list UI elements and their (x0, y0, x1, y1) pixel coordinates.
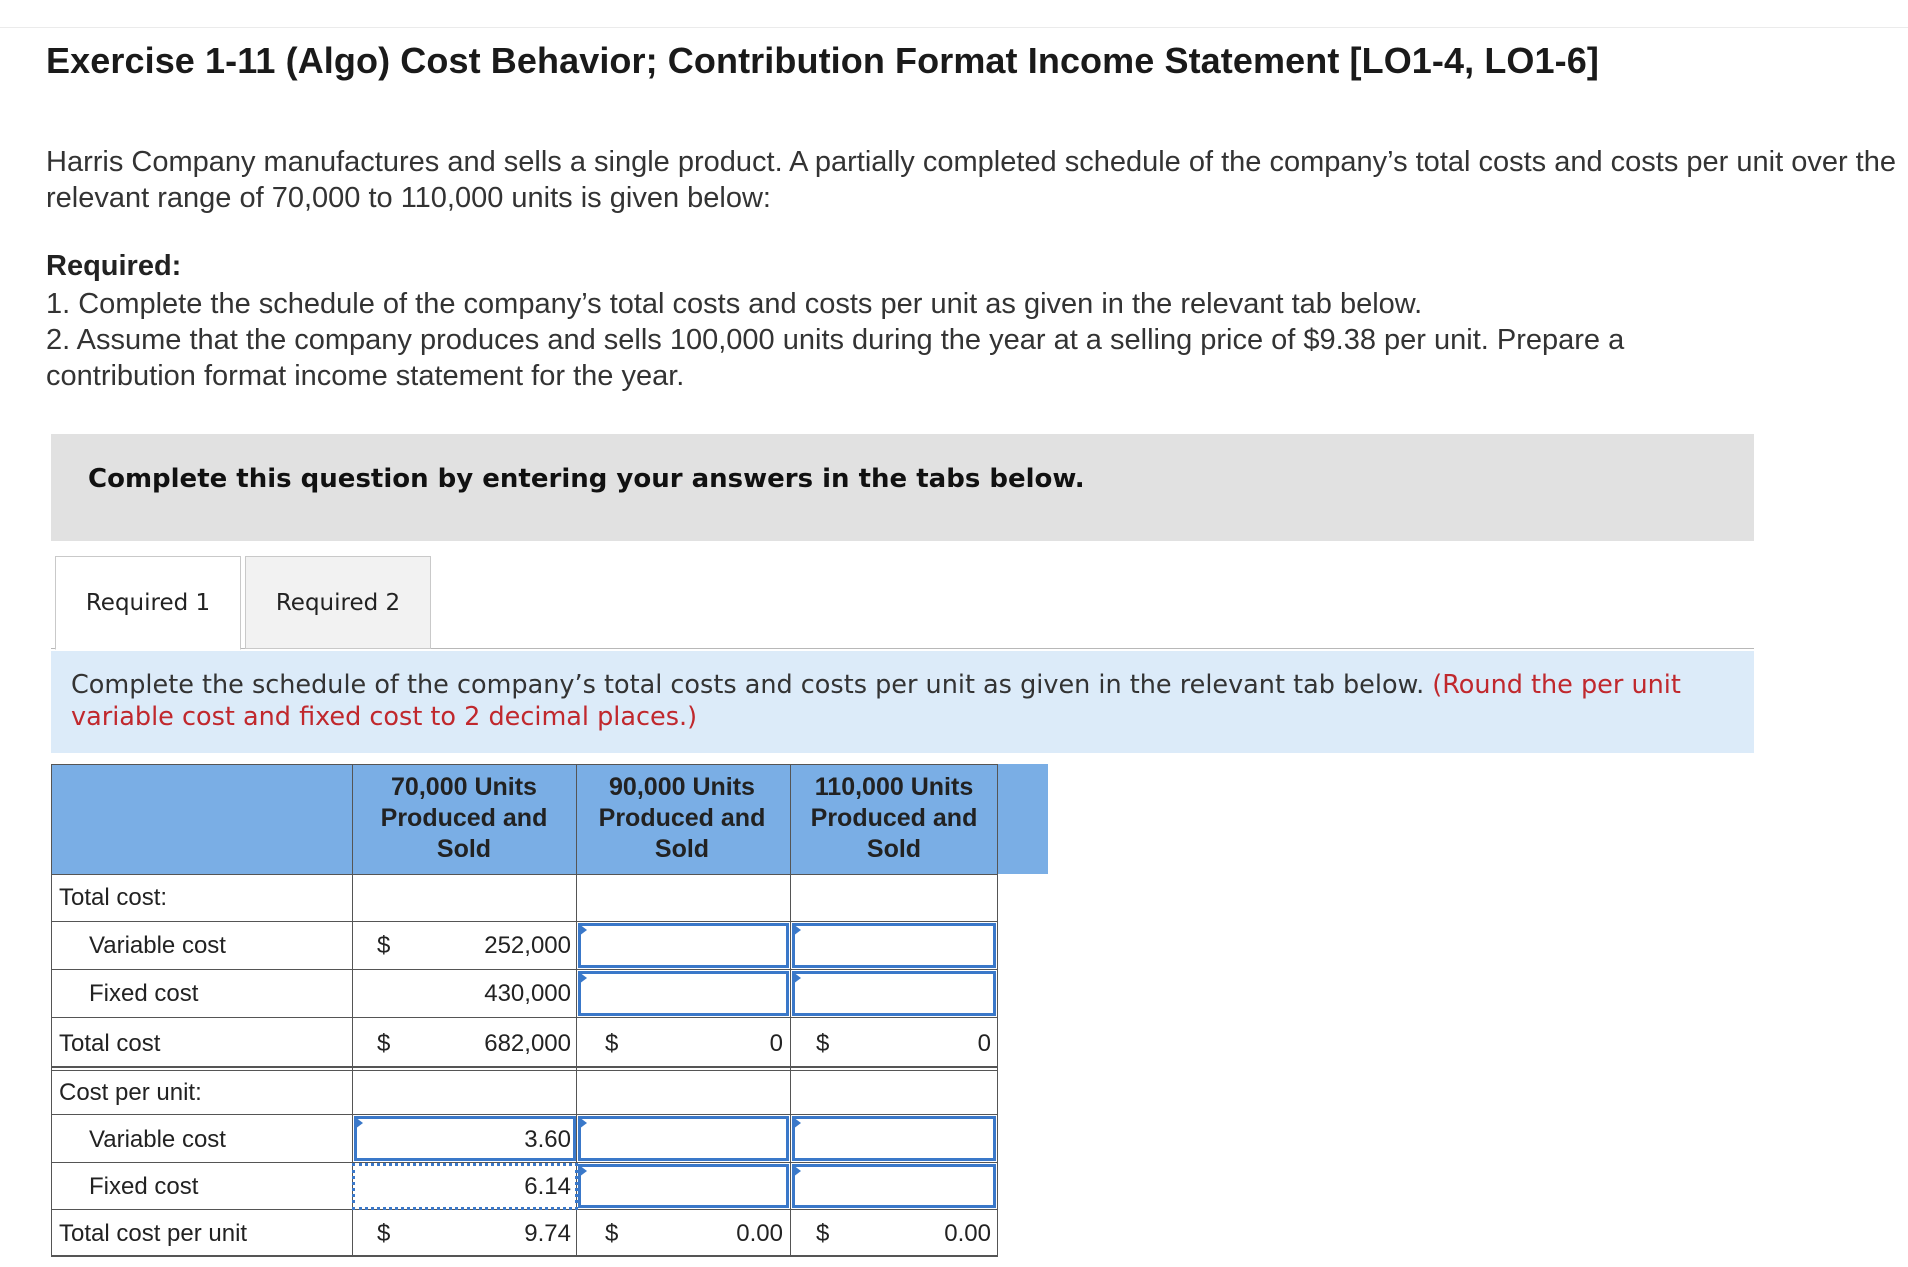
header-70000-line-1: 70,000 Units (391, 773, 537, 801)
fixed-cost-70000: 430,000 (484, 980, 571, 1007)
required-item-1: 1. Complete the schedule of the company’s total costs and costs per unit as given in the relevant tab below. (46, 288, 1423, 320)
row-divider-double (51, 1066, 998, 1068)
input-marker-icon (793, 1165, 801, 1177)
instructions-main: Complete the schedule of the company’s total costs and costs per unit as given in the relevant tab below. (71, 670, 1425, 700)
input-marker-icon (793, 1117, 801, 1129)
variable-cost-110000-input[interactable] (792, 923, 996, 968)
label-fixed-cost: Fixed cost (89, 980, 199, 1007)
header-70000-line-3: Sold (436, 835, 492, 863)
fixed-cost-110000-input[interactable] (792, 971, 996, 1016)
page-title: Exercise 1-11 (Algo) Cost Behavior; Contribution Format Income Statement [LO1-4, LO1-6] (46, 40, 1599, 81)
fixed-per-unit-90000-input[interactable] (578, 1164, 789, 1208)
header-70000-line-2: Produced and (380, 804, 548, 832)
row-divider-double (51, 1070, 998, 1071)
instructions-text (71, 669, 1741, 733)
label-total-cost-section: Total cost: (59, 884, 168, 911)
input-marker-icon (579, 1117, 587, 1129)
header-90000-line-3: Sold (654, 835, 710, 863)
input-marker-icon (579, 924, 587, 936)
problem-intro: Harris Company manufactures and sells a single product. A partially completed schedule of the company’s total costs and costs per unit over the relevant range of 70,000 to 110,000 units is given below: (46, 146, 1896, 214)
rounding-note: (Round the per unit variable cost and fixed cost to 2 decimal places.) (71, 670, 1681, 732)
column-header-110000 (791, 772, 997, 865)
top-divider (0, 27, 1908, 28)
tab-instructions (51, 651, 1754, 753)
row-divider (51, 1114, 998, 1115)
banner-text: Complete this question by entering your answers in the tabs below. (88, 464, 1085, 494)
label-cost-per-unit-section: Cost per unit: (59, 1079, 202, 1106)
input-marker-icon (579, 1165, 587, 1177)
variable-cost-90000-input[interactable] (578, 923, 789, 968)
currency-symbol: $ (377, 1220, 391, 1247)
input-marker-icon (793, 924, 801, 936)
row-divider (51, 874, 998, 875)
column-divider-3 (790, 764, 791, 1256)
required-item-2-line-1: 2. Assume that the company produces and sells 100,000 units during the year at a selling price of $9.38 per unit. Prepare a (46, 324, 1625, 356)
currency-symbol: $ (816, 1220, 830, 1247)
header-90000-line-1: 90,000 Units (609, 773, 755, 801)
label-variable-cost: Variable cost (89, 932, 226, 959)
row-divider (51, 921, 998, 922)
fixed-per-unit-110000-input[interactable] (792, 1164, 996, 1208)
input-marker-icon (579, 972, 587, 984)
required-heading: Required: (46, 250, 182, 282)
row-divider (51, 1017, 998, 1018)
column-header-90000 (577, 772, 787, 865)
row-divider (51, 969, 998, 970)
variable-per-unit-110000-input[interactable] (792, 1116, 996, 1161)
total-per-unit-110000: 0.00 (944, 1220, 991, 1247)
label-total-cost-per-unit: Total cost per unit (59, 1220, 248, 1247)
currency-symbol: $ (605, 1030, 619, 1057)
currency-symbol: $ (816, 1030, 830, 1057)
table-border-left (51, 764, 52, 1256)
table-border-right (997, 764, 998, 1256)
currency-symbol: $ (605, 1220, 619, 1247)
variable-cost-70000: 252,000 (484, 932, 571, 959)
total-cost-90000: 0 (769, 1030, 783, 1057)
currency-symbol: $ (377, 932, 391, 959)
currency-symbol: $ (377, 1030, 391, 1057)
header-110000-line-2: Produced and (810, 804, 978, 832)
header-110000-line-1: 110,000 Units (814, 773, 974, 801)
total-cost-70000: 682,000 (484, 1030, 571, 1057)
variable-per-unit-90000-input[interactable] (578, 1116, 789, 1161)
total-per-unit-90000: 0.00 (736, 1220, 783, 1247)
input-marker-icon (793, 972, 801, 984)
tab-required-1[interactable]: Required 1 (55, 556, 241, 650)
required-item-2-line-2: contribution format income statement for the year. (46, 360, 685, 392)
fixed-cost-90000-input[interactable] (578, 971, 789, 1016)
total-per-unit-70000: 9.74 (524, 1220, 571, 1247)
variable-per-unit-70000: 3.60 (524, 1126, 571, 1153)
header-110000-line-3: Sold (866, 835, 922, 863)
table-border-bottom (51, 1255, 998, 1257)
header-90000-line-2: Produced and (598, 804, 766, 832)
tab-required-2[interactable]: Required 2 (245, 556, 431, 649)
label-variable-cost-per-unit: Variable cost (89, 1126, 226, 1153)
label-fixed-cost-per-unit: Fixed cost (89, 1173, 199, 1200)
total-cost-110000: 0 (977, 1030, 991, 1057)
table-border-top (51, 764, 998, 765)
instruction-banner (51, 434, 1754, 541)
column-header-70000 (353, 772, 575, 865)
label-total-cost: Total cost (59, 1030, 161, 1057)
input-marker-icon (355, 1117, 363, 1129)
fixed-per-unit-70000: 6.14 (524, 1173, 571, 1200)
